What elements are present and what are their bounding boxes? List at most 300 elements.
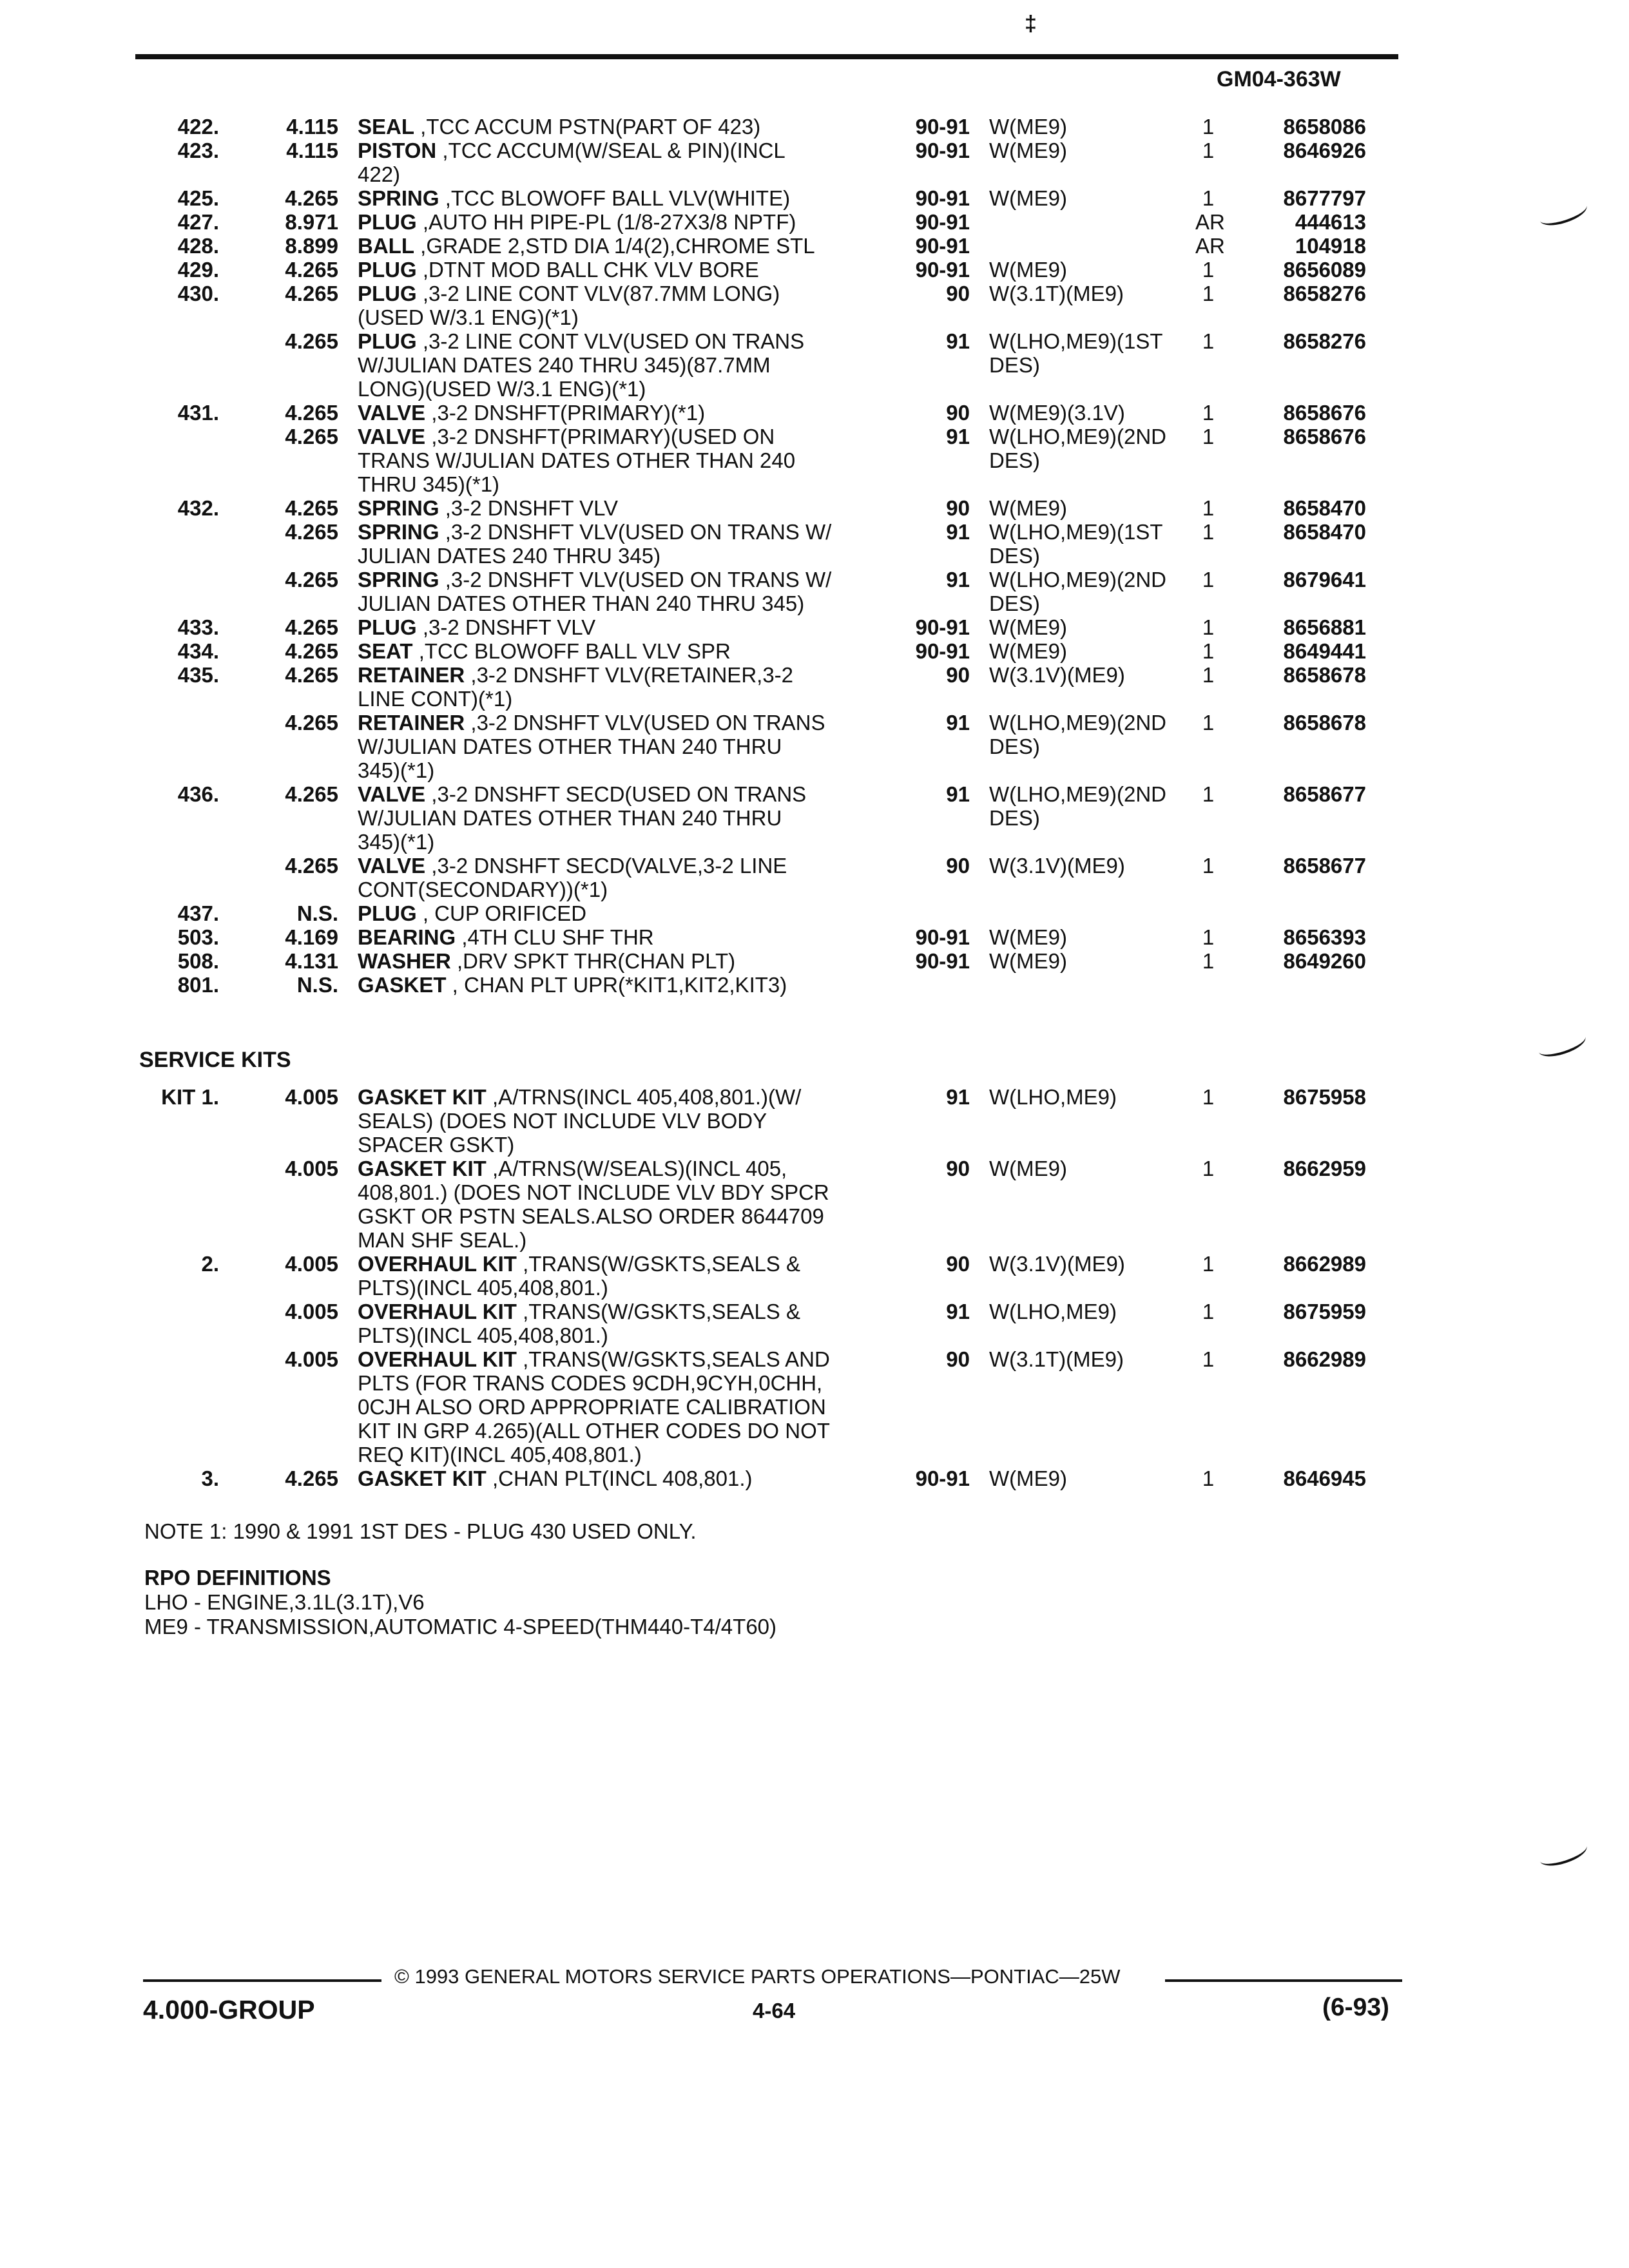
description xyxy=(338,925,870,949)
quantity: 1 xyxy=(1202,925,1215,949)
description xyxy=(338,448,870,472)
kit-row xyxy=(0,1252,1629,1276)
item-desc: ,3-2 DNSHFT(PRIMARY)(*1) xyxy=(425,401,706,425)
item-desc: MAN SHF SEAL.) xyxy=(358,1228,527,1252)
ref-number: 503. xyxy=(177,925,219,949)
item-desc: ,TRANS(W/GSKTS,SEALS & xyxy=(516,1300,800,1323)
part-row xyxy=(0,854,1629,878)
item-desc: KIT IN GRP 4.265)(ALL OTHER CODES DO NOT xyxy=(358,1419,830,1443)
part-number: 8677797 xyxy=(1283,186,1366,210)
ref-number: KIT 1. xyxy=(161,1085,219,1109)
quantity: 1 xyxy=(1202,711,1215,735)
part-row xyxy=(0,663,1629,687)
item-desc: W/JULIAN DATES OTHER THAN 240 THRU xyxy=(358,735,782,758)
group-number: 4.265 xyxy=(285,258,338,282)
item-name: OVERHAUL KIT xyxy=(358,1347,517,1371)
ref-number: 429. xyxy=(177,258,219,282)
usage: W(LHO,ME9)(1ST xyxy=(989,520,1163,544)
item-name: OVERHAUL KIT xyxy=(358,1300,517,1323)
usage: W(LHO,ME9)(1ST xyxy=(989,329,1163,353)
part-row xyxy=(0,735,1629,758)
item-name: SPRING xyxy=(358,520,439,544)
item-name: BEARING xyxy=(358,925,456,949)
item-name: SEAT xyxy=(358,639,413,663)
kit-row xyxy=(0,1133,1629,1157)
item-name: PLUG xyxy=(358,210,417,234)
description xyxy=(338,615,870,639)
item-desc: LINE CONT)(*1) xyxy=(358,687,513,711)
quantity: 1 xyxy=(1202,1085,1215,1109)
model-year: 90-91 xyxy=(915,949,970,973)
description xyxy=(338,1443,870,1466)
item-desc: ,3-2 LINE CONT VLV(87.7MM LONG) xyxy=(416,282,780,305)
description xyxy=(338,1395,870,1419)
part-row xyxy=(0,401,1629,425)
description xyxy=(338,949,870,973)
part-row xyxy=(0,806,1629,830)
item-desc: ,DRV SPKT THR(CHAN PLT) xyxy=(450,949,736,973)
ref-number: 423. xyxy=(177,139,219,162)
part-number: 8656393 xyxy=(1283,925,1366,949)
model-year: 91 xyxy=(946,1300,970,1323)
item-desc: LONG)(USED W/3.1 ENG)(*1) xyxy=(358,377,646,401)
ref-number: 433. xyxy=(177,615,219,639)
item-desc: ,3-2 DNSHFT SECD(USED ON TRANS xyxy=(425,782,807,806)
usage: W(ME9) xyxy=(989,949,1067,973)
usage: DES) xyxy=(989,806,1040,830)
group-number: 4.265 xyxy=(285,496,338,520)
group-number: 4.265 xyxy=(285,1466,338,1490)
ref-number: 422. xyxy=(177,115,219,139)
item-desc: ,TCC ACCUM PSTN(PART OF 423) xyxy=(414,115,761,139)
kit-row xyxy=(0,1466,1629,1490)
part-number: 8679641 xyxy=(1283,568,1366,591)
part-row xyxy=(0,353,1629,377)
kit-row xyxy=(0,1395,1629,1419)
group-number: 4.265 xyxy=(285,568,338,591)
part-number: 8662989 xyxy=(1283,1347,1366,1371)
description xyxy=(338,711,870,735)
quantity: 1 xyxy=(1202,854,1215,878)
part-number: 8662989 xyxy=(1283,1252,1366,1276)
group-number: 4.265 xyxy=(285,711,338,735)
part-number: 8658677 xyxy=(1283,854,1366,878)
quantity: 1 xyxy=(1202,186,1215,210)
footer-page-number: 4-64 xyxy=(753,1999,796,2023)
usage: W(ME9) xyxy=(989,139,1067,162)
model-year: 90-91 xyxy=(915,139,970,162)
usage: W(ME9) xyxy=(989,1157,1067,1180)
part-row xyxy=(0,115,1629,139)
item-name: VALVE xyxy=(358,401,426,425)
description xyxy=(338,115,870,139)
item-desc: ,3-2 DNSHFT VLV xyxy=(439,496,619,520)
item-desc: 0CJH ALSO ORD APPROPRIATE CALIBRATION xyxy=(358,1395,826,1419)
item-desc: PLTS)(INCL 405,408,801.) xyxy=(358,1323,608,1347)
usage: DES) xyxy=(989,353,1040,377)
description xyxy=(338,830,870,854)
group-number: N.S. xyxy=(296,973,338,997)
kit-row xyxy=(0,1204,1629,1228)
kit-row xyxy=(0,1347,1629,1371)
binding-mark xyxy=(1536,1028,1588,1061)
model-year: 90 xyxy=(946,1347,970,1371)
item-name: PLUG xyxy=(358,329,417,353)
group-number: 4.265 xyxy=(285,782,338,806)
item-name: VALVE xyxy=(358,782,426,806)
part-number: 8656089 xyxy=(1283,258,1366,282)
part-number: 8646945 xyxy=(1283,1466,1366,1490)
description xyxy=(338,1276,870,1300)
item-desc: ,3-2 DNSHFT VLV xyxy=(416,615,596,639)
part-row xyxy=(0,139,1629,162)
description xyxy=(338,1419,870,1443)
usage: W(3.1T)(ME9) xyxy=(989,282,1124,305)
model-year: 90 xyxy=(946,663,970,687)
item-desc: ,GRADE 2,STD DIA 1/4(2),CHROME STL xyxy=(414,234,815,258)
part-row xyxy=(0,425,1629,448)
ref-number: 508. xyxy=(177,949,219,973)
item-desc: ,TCC ACCUM(W/SEAL & PIN)(INCL xyxy=(436,139,786,162)
model-year: 91 xyxy=(946,782,970,806)
part-row xyxy=(0,878,1629,901)
item-desc: PLTS)(INCL 405,408,801.) xyxy=(358,1276,608,1300)
item-desc: (USED W/3.1 ENG)(*1) xyxy=(358,305,579,329)
group-number: 4.131 xyxy=(285,949,338,973)
description xyxy=(338,472,870,496)
part-row xyxy=(0,234,1629,258)
part-number: 8658470 xyxy=(1283,520,1366,544)
ref-number: 3. xyxy=(201,1466,219,1490)
usage: W(3.1V)(ME9) xyxy=(989,1252,1125,1276)
group-number: 4.115 xyxy=(286,115,338,139)
group-number: 4.005 xyxy=(285,1252,338,1276)
description xyxy=(338,1347,870,1371)
part-number: 8658470 xyxy=(1283,496,1366,520)
quantity: 1 xyxy=(1202,1347,1215,1371)
model-year: 90-91 xyxy=(915,1466,970,1490)
description xyxy=(338,329,870,353)
kit-row xyxy=(0,1228,1629,1252)
quantity: AR xyxy=(1195,234,1225,258)
item-name: RETAINER xyxy=(358,711,465,735)
footer-rule-left xyxy=(143,1979,381,1982)
usage: W(LHO,ME9) xyxy=(989,1300,1117,1323)
description xyxy=(338,520,870,544)
item-name: PLUG xyxy=(358,901,417,925)
model-year: 90-91 xyxy=(915,186,970,210)
part-number: 104918 xyxy=(1295,234,1366,258)
part-row xyxy=(0,615,1629,639)
part-row xyxy=(0,305,1629,329)
quantity: 1 xyxy=(1202,139,1215,162)
part-number: 8658086 xyxy=(1283,115,1366,139)
item-name: PLUG xyxy=(358,282,417,305)
description xyxy=(338,401,870,425)
part-row xyxy=(0,687,1629,711)
kit-row xyxy=(0,1419,1629,1443)
group-number: 4.265 xyxy=(285,186,338,210)
model-year: 91 xyxy=(946,711,970,735)
description xyxy=(338,425,870,448)
part-row xyxy=(0,186,1629,210)
item-desc: PLTS (FOR TRANS CODES 9CDH,9CYH,0CHH, xyxy=(358,1371,823,1395)
description xyxy=(338,782,870,806)
description xyxy=(338,258,870,282)
part-row xyxy=(0,758,1629,782)
description xyxy=(338,210,870,234)
item-name: PLUG xyxy=(358,258,417,282)
part-row xyxy=(0,377,1629,401)
model-year: 90 xyxy=(946,1157,970,1180)
item-name: GASKET KIT xyxy=(358,1466,487,1490)
item-name: SPRING xyxy=(358,568,439,591)
item-name: BALL xyxy=(358,234,414,258)
item-desc: ,3-2 DNSHFT VLV(USED ON TRANS xyxy=(465,711,825,735)
usage: DES) xyxy=(989,591,1040,615)
part-row xyxy=(0,448,1629,472)
quantity: 1 xyxy=(1202,949,1215,973)
ref-number: 437. xyxy=(177,901,219,925)
model-year: 90 xyxy=(946,282,970,305)
ref-number: 435. xyxy=(177,663,219,687)
item-name: SEAL xyxy=(358,115,415,139)
usage: W(ME9) xyxy=(989,925,1067,949)
ref-number: 436. xyxy=(177,782,219,806)
part-number: 444613 xyxy=(1295,210,1366,234)
description xyxy=(338,234,870,258)
description xyxy=(338,305,870,329)
group-number: 4.005 xyxy=(285,1157,338,1180)
description xyxy=(338,687,870,711)
group-number: N.S. xyxy=(296,901,338,925)
part-number: 8658676 xyxy=(1283,425,1366,448)
item-desc: THRU 345)(*1) xyxy=(358,472,500,496)
group-number: 4.169 xyxy=(285,925,338,949)
model-year: 90 xyxy=(946,1252,970,1276)
usage: W(LHO,ME9)(2ND xyxy=(989,782,1167,806)
ref-number: 2. xyxy=(201,1252,219,1276)
quantity: 1 xyxy=(1202,496,1215,520)
usage: W(3.1T)(ME9) xyxy=(989,1347,1124,1371)
item-desc: ,TCC BLOWOFF BALL VLV(WHITE) xyxy=(439,186,791,210)
model-year: 91 xyxy=(946,568,970,591)
group-number: 4.265 xyxy=(285,639,338,663)
group-number: 4.265 xyxy=(285,425,338,448)
quantity: 1 xyxy=(1202,639,1215,663)
description xyxy=(338,1228,870,1252)
document-id: GM04-363W xyxy=(1217,67,1341,91)
quantity: 1 xyxy=(1202,782,1215,806)
item-desc: ,4TH CLU SHF THR xyxy=(456,925,654,949)
group-number: 4.265 xyxy=(285,401,338,425)
part-number: 8646926 xyxy=(1283,139,1366,162)
footer-date: (6-93) xyxy=(1322,1994,1390,2021)
item-desc: 345)(*1) xyxy=(358,830,435,854)
item-desc: ,3-2 DNSHFT VLV(USED ON TRANS W/ xyxy=(439,568,832,591)
part-row xyxy=(0,210,1629,234)
part-row xyxy=(0,830,1629,854)
part-row xyxy=(0,568,1629,591)
group-number: 4.265 xyxy=(285,854,338,878)
part-row xyxy=(0,639,1629,663)
item-desc: ,A/TRNS(W/SEALS)(INCL 405, xyxy=(486,1157,787,1180)
part-number: 8649441 xyxy=(1283,639,1366,663)
quantity: 1 xyxy=(1202,401,1215,425)
kit-row xyxy=(0,1300,1629,1323)
model-year: 90-91 xyxy=(915,258,970,282)
quantity: 1 xyxy=(1202,615,1215,639)
item-desc: SEALS) (DOES NOT INCLUDE VLV BODY xyxy=(358,1109,767,1133)
quantity: 1 xyxy=(1202,425,1215,448)
ref-number: 432. xyxy=(177,496,219,520)
part-row xyxy=(0,925,1629,949)
part-number: 8675959 xyxy=(1283,1300,1366,1323)
quantity: 1 xyxy=(1202,568,1215,591)
item-desc: W/JULIAN DATES OTHER THAN 240 THRU xyxy=(358,806,782,830)
usage: W(ME9) xyxy=(989,496,1067,520)
item-desc: 345)(*1) xyxy=(358,758,435,782)
part-number: 8675958 xyxy=(1283,1085,1366,1109)
part-row xyxy=(0,520,1629,544)
group-number: 4.115 xyxy=(286,139,338,162)
description xyxy=(338,854,870,878)
description xyxy=(338,639,870,663)
model-year: 90-91 xyxy=(915,615,970,639)
part-row xyxy=(0,162,1629,186)
part-row xyxy=(0,782,1629,806)
part-row xyxy=(0,282,1629,305)
group-number: 4.005 xyxy=(285,1300,338,1323)
usage: W(ME9) xyxy=(989,1466,1067,1490)
model-year: 90-91 xyxy=(915,234,970,258)
item-name: PISTON xyxy=(358,139,437,162)
usage: DES) xyxy=(989,448,1040,472)
quantity: 1 xyxy=(1202,329,1215,353)
description xyxy=(338,496,870,520)
part-number: 8658678 xyxy=(1283,663,1366,687)
description xyxy=(338,186,870,210)
model-year: 90 xyxy=(946,496,970,520)
group-number: 4.005 xyxy=(285,1085,338,1109)
kit-row xyxy=(0,1085,1629,1109)
rpo-title: RPO DEFINITIONS xyxy=(144,1566,331,1590)
quantity: 1 xyxy=(1202,282,1215,305)
description xyxy=(338,806,870,830)
item-name: PLUG xyxy=(358,615,417,639)
quantity: 1 xyxy=(1202,1157,1215,1180)
description xyxy=(338,663,870,687)
ref-number: 427. xyxy=(177,210,219,234)
kit-row xyxy=(0,1323,1629,1347)
model-year: 90-91 xyxy=(915,210,970,234)
item-desc: ,3-2 DNSHFT VLV(RETAINER,3-2 xyxy=(465,663,794,687)
item-name: VALVE xyxy=(358,425,426,448)
rpo-definitions xyxy=(144,1566,776,1639)
item-desc: SPACER GSKT) xyxy=(358,1133,515,1157)
quantity: 1 xyxy=(1202,1252,1215,1276)
model-year: 90-91 xyxy=(915,925,970,949)
part-row xyxy=(0,329,1629,353)
usage: W(LHO,ME9)(2ND xyxy=(989,711,1167,735)
item-desc: 408,801.) (DOES NOT INCLUDE VLV BDY SPCR xyxy=(358,1180,829,1204)
group-number: 8.971 xyxy=(285,210,338,234)
description xyxy=(338,1157,870,1180)
item-desc: ,DTNT MOD BALL CHK VLV BORE xyxy=(416,258,759,282)
model-year: 90 xyxy=(946,854,970,878)
kit-row xyxy=(0,1109,1629,1133)
description xyxy=(338,544,870,568)
model-year: 90-91 xyxy=(915,639,970,663)
description xyxy=(338,1300,870,1323)
item-desc: REQ KIT)(INCL 405,408,801.) xyxy=(358,1443,642,1466)
usage: W(LHO,ME9)(2ND xyxy=(989,425,1167,448)
group-number: 4.265 xyxy=(285,329,338,353)
item-desc: ,TRANS(W/GSKTS,SEALS & xyxy=(516,1252,800,1276)
usage: W(LHO,ME9) xyxy=(989,1085,1117,1109)
description xyxy=(338,878,870,901)
item-name: WASHER xyxy=(358,949,451,973)
usage: W(ME9)(3.1V) xyxy=(989,401,1125,425)
binding-mark xyxy=(1537,1837,1590,1870)
parts-list xyxy=(0,115,1629,997)
item-desc: , CHAN PLT UPR(*KIT1,KIT2,KIT3) xyxy=(446,973,787,997)
item-desc: TRANS W/JULIAN DATES OTHER THAN 240 xyxy=(358,448,796,472)
description xyxy=(338,758,870,782)
part-row xyxy=(0,472,1629,496)
usage: W(ME9) xyxy=(989,186,1067,210)
part-row xyxy=(0,949,1629,973)
description xyxy=(338,1204,870,1228)
description xyxy=(338,1180,870,1204)
part-number: 8658677 xyxy=(1283,782,1366,806)
group-number: 4.265 xyxy=(285,663,338,687)
item-name: OVERHAUL KIT xyxy=(358,1252,517,1276)
part-row xyxy=(0,591,1629,615)
quantity: 1 xyxy=(1202,115,1215,139)
note-line: NOTE 1: 1990 & 1991 1ST DES - PLUG 430 USED ONLY. xyxy=(144,1519,697,1543)
kit-row xyxy=(0,1276,1629,1300)
item-desc: JULIAN DATES 240 THRU 345) xyxy=(358,544,661,568)
model-year: 90-91 xyxy=(915,115,970,139)
description xyxy=(338,1466,870,1490)
ref-number: 430. xyxy=(177,282,219,305)
description xyxy=(338,568,870,591)
footer-group: 4.000-GROUP xyxy=(143,1995,315,2024)
group-number: 4.265 xyxy=(285,615,338,639)
group-number: 8.899 xyxy=(285,234,338,258)
description xyxy=(338,1323,870,1347)
kit-row xyxy=(0,1157,1629,1180)
item-desc: ,TRANS(W/GSKTS,SEALS AND xyxy=(516,1347,830,1371)
description xyxy=(338,735,870,758)
part-number: 8658276 xyxy=(1283,282,1366,305)
footer-copyright: © 1993 GENERAL MOTORS SERVICE PARTS OPERATIONS—PONTIAC—25W xyxy=(394,1965,1121,1988)
model-year: 91 xyxy=(946,425,970,448)
scan-mark: ‡ xyxy=(1025,12,1037,36)
description xyxy=(338,901,870,925)
description xyxy=(338,1371,870,1395)
service-kits-heading: SERVICE KITS xyxy=(139,1048,291,1072)
item-desc: GSKT OR PSTN SEALS.ALSO ORDER 8644709 xyxy=(358,1204,824,1228)
description xyxy=(338,591,870,615)
usage: W(ME9) xyxy=(989,615,1067,639)
model-year: 90 xyxy=(946,401,970,425)
item-desc: ,3-2 LINE CONT VLV(USED ON TRANS xyxy=(416,329,805,353)
part-row xyxy=(0,901,1629,925)
item-name: GASKET KIT xyxy=(358,1157,487,1180)
item-name: GASKET xyxy=(358,973,447,997)
